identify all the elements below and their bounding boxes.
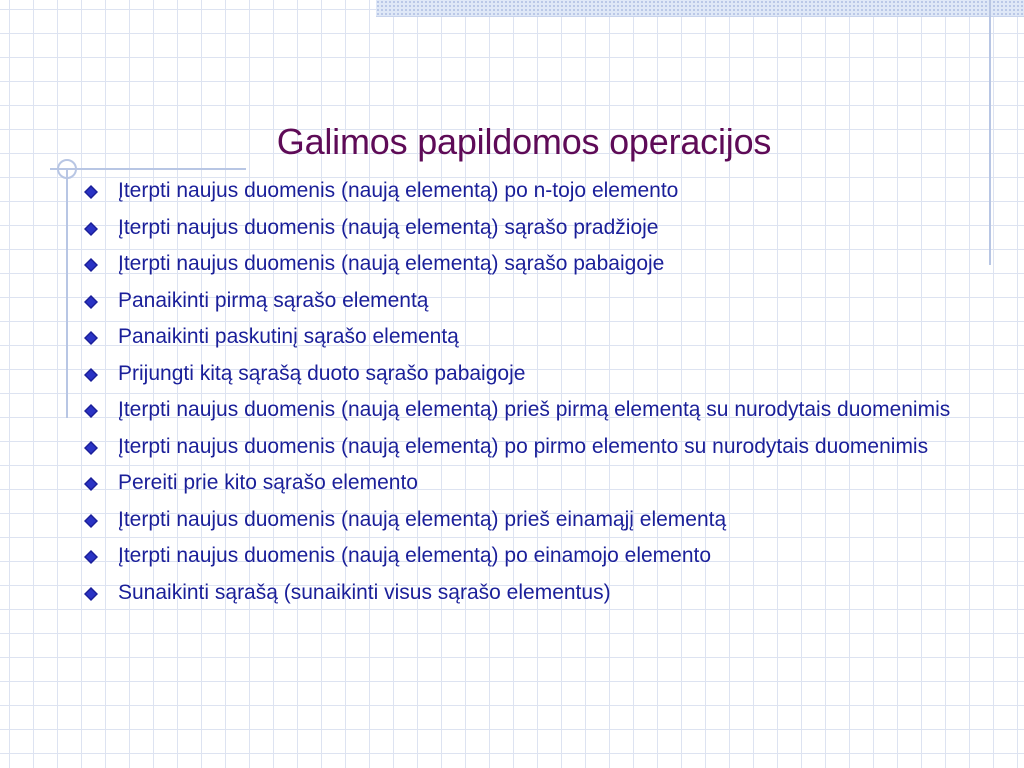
bullet-text: Panaikinti paskutinį sąrašo elementą (118, 325, 459, 348)
top-decorative-band (376, 0, 1024, 17)
bullet-item (84, 504, 984, 536)
left-decorative-line (66, 168, 68, 418)
bullet-text: Įterpti naujus duomenis (naują elementą) prieš pirmą elementą su nurodytais duomenimis (118, 398, 951, 421)
diamond-bullet-icon (84, 222, 98, 236)
bullet-text: Panaikinti pirmą sąrašo elementą (118, 288, 429, 312)
bullet-item (84, 321, 984, 353)
bullet-text: Įterpti naujus duomenis (naują elementą) sąrašo pradžioje (118, 215, 659, 239)
bullet-item (84, 540, 984, 572)
bullet-item (84, 467, 984, 499)
diamond-bullet-icon (84, 185, 98, 199)
diamond-bullet-icon (84, 404, 98, 418)
diamond-bullet-icon (84, 331, 98, 345)
bullet-text: Įterpti naujus duomenis (naują elementą) prieš einamąjį elementą (118, 507, 727, 531)
bullet-text: Įterpti naujus duomenis (naują elementą) po einamojo elemento (118, 544, 712, 567)
diamond-bullet-icon (84, 258, 98, 272)
bullet-item (84, 358, 984, 390)
diamond-bullet-icon (84, 477, 98, 491)
bullet-text: Įterpti naujus duomenis (naują elementą) sąrašo pabaigoje (118, 252, 665, 275)
diamond-bullet-icon (84, 550, 98, 564)
bullet-item (84, 248, 984, 280)
bullet-text: Prijungti kitą sąrašą duoto sąrašo pabaigoje (118, 361, 526, 385)
title-underline-decoration (50, 168, 246, 170)
bullet-item (84, 175, 984, 207)
bullet-item (84, 394, 984, 426)
diamond-bullet-icon (84, 368, 98, 382)
bullet-item (84, 577, 984, 609)
bullet-item (84, 212, 984, 244)
bullet-text: Sunaikinti sąrašą (sunaikinti visus sąrašo elementus) (118, 580, 611, 604)
slide-title: Galimos papildomos operacijos (276, 121, 772, 163)
diamond-bullet-icon (84, 514, 98, 528)
diamond-bullet-icon (84, 295, 98, 309)
bullet-list (84, 175, 984, 613)
bullet-text: Įterpti naujus duomenis (naują elementą) po pirmo elemento su nurodytais duomenimis (118, 434, 929, 458)
diamond-bullet-icon (84, 441, 98, 455)
bullet-item (84, 431, 984, 463)
bullet-item (84, 285, 984, 317)
diamond-bullet-icon (84, 587, 98, 601)
bullet-text: Pereiti prie kito sąrašo elemento (118, 471, 418, 494)
bullet-text: Įterpti naujus duomenis (naują elementą) po n-tojo elemento (118, 179, 679, 202)
